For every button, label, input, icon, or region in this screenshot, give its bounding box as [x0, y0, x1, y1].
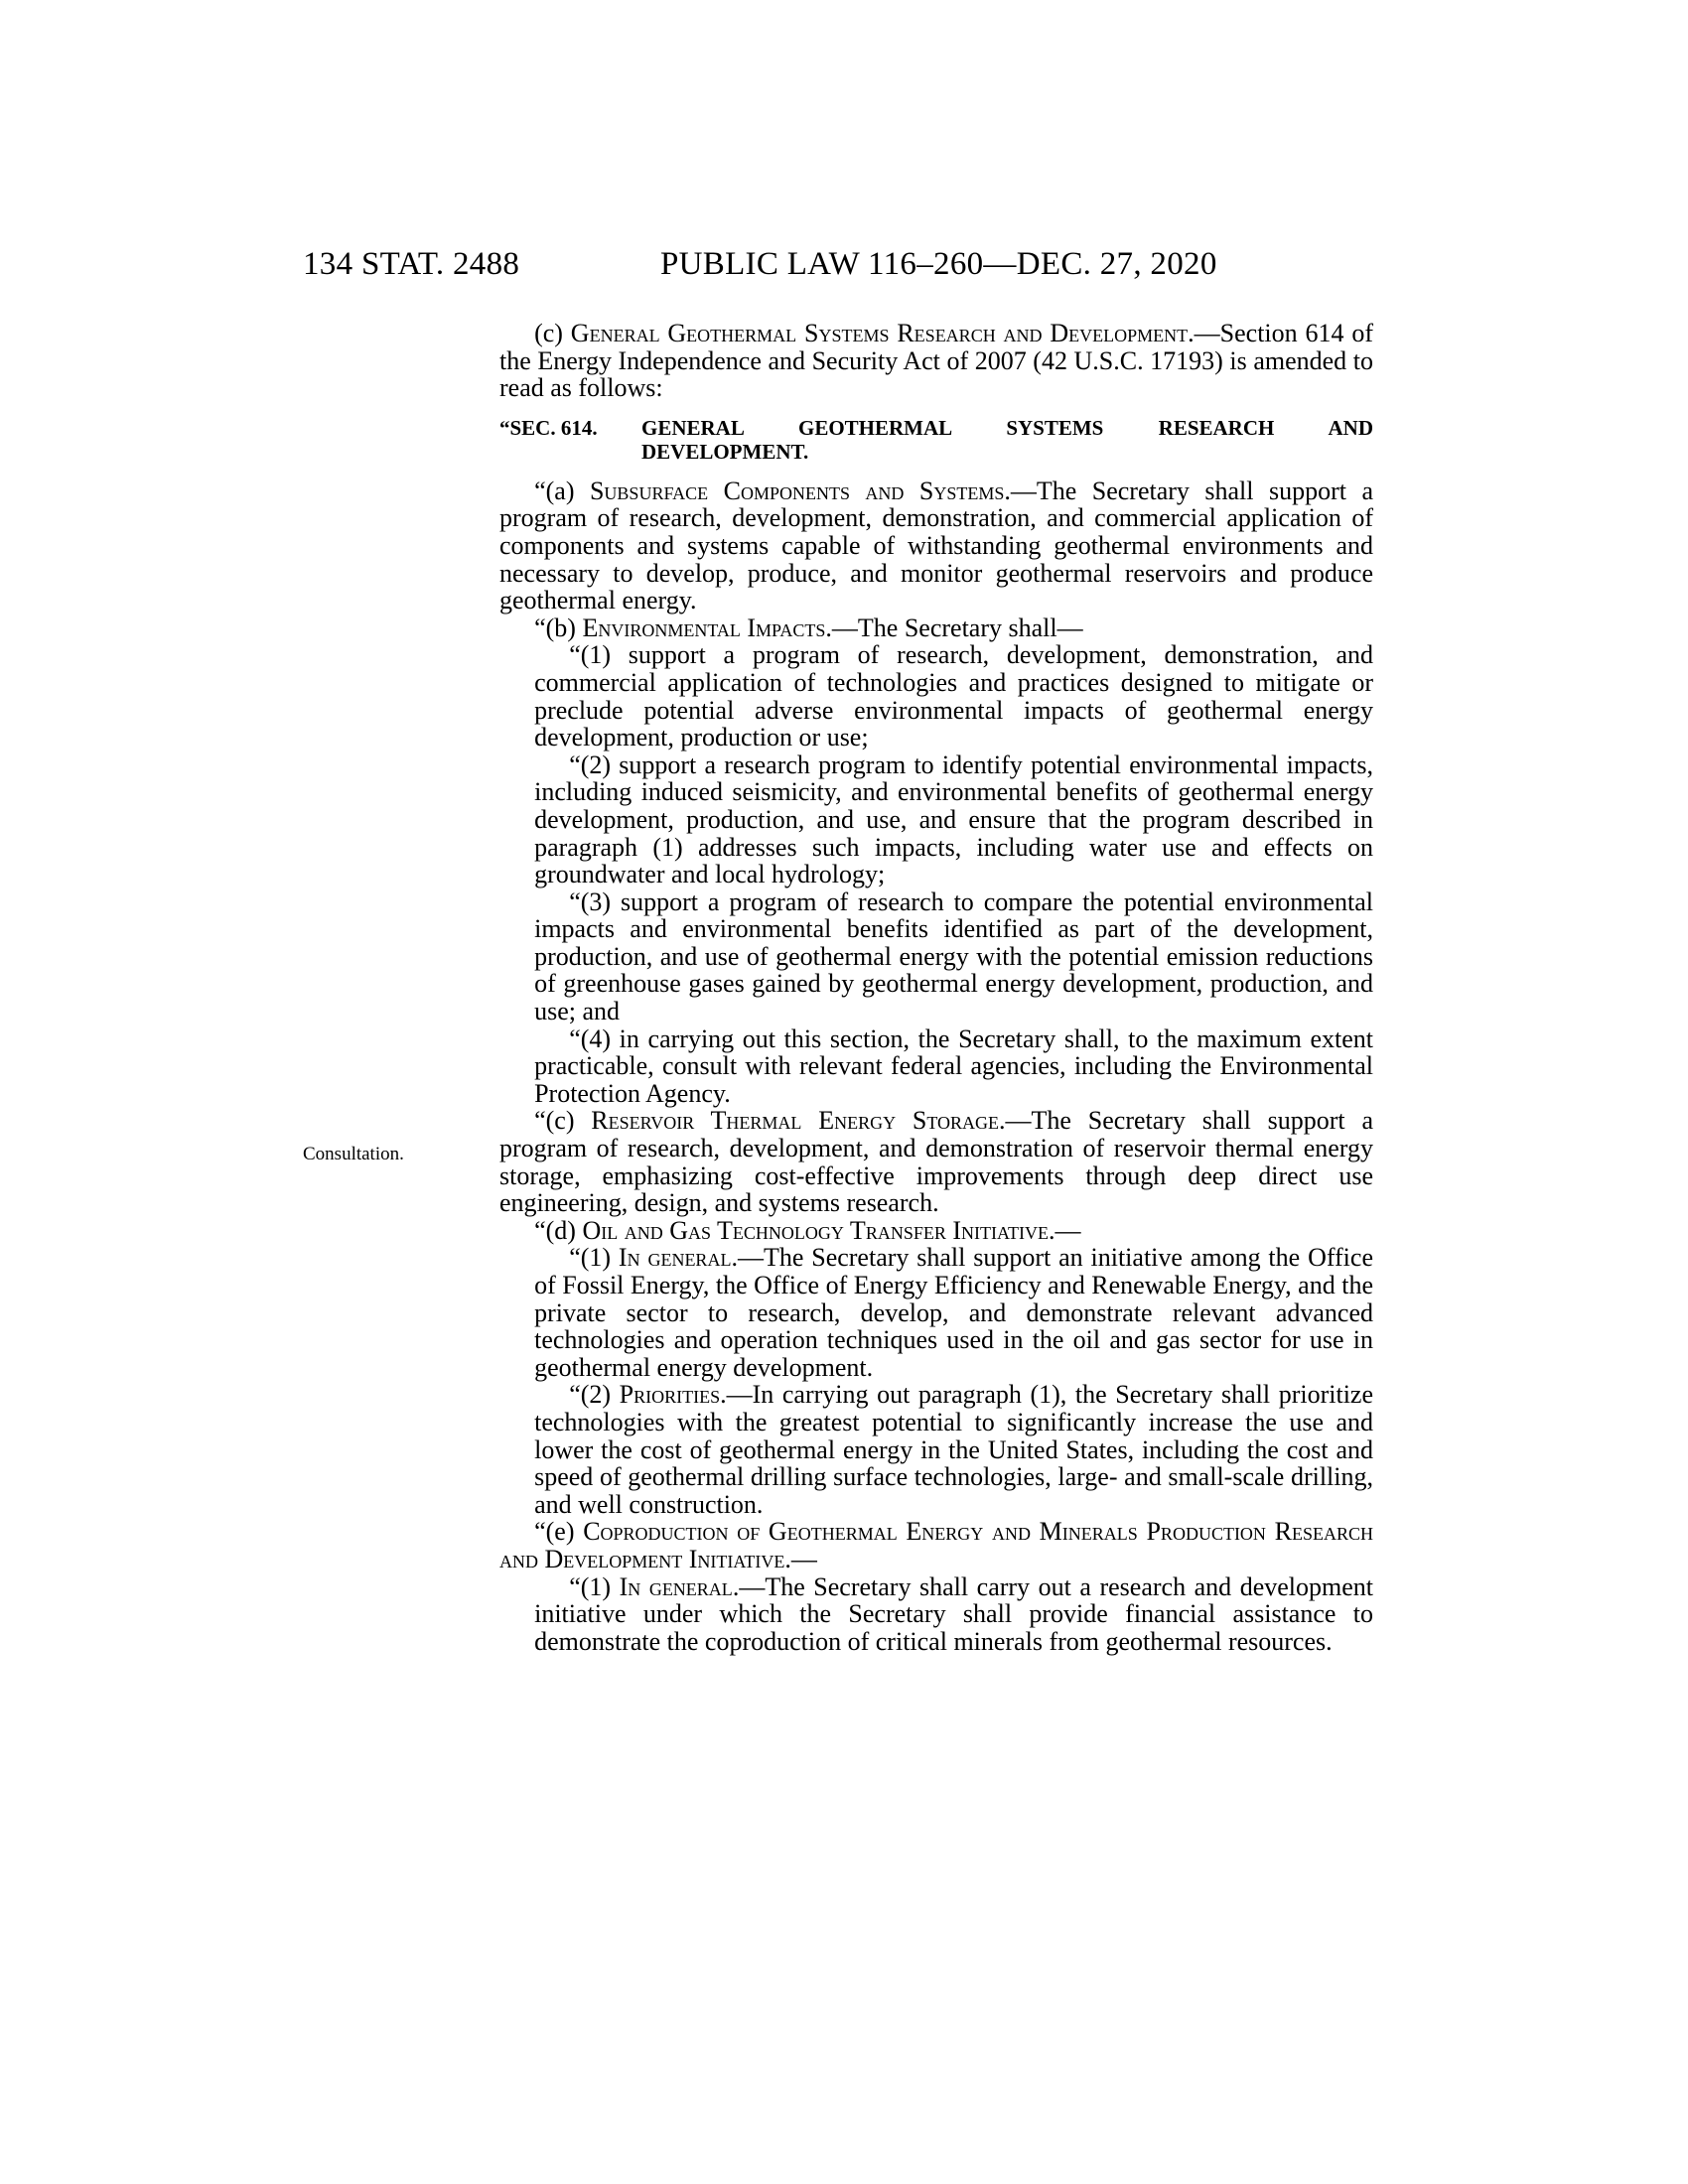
subsection-b-paragraph-1: “(1) support a program of research, development, demonstration, and commercial application of technologies and practices designed to mitigate or preclude potential adverse environmental impacts of geothermal energy development, production or use; — [534, 640, 1373, 752]
public-law-title: PUBLIC LAW 116–260—DEC. 27, 2020 — [660, 246, 1217, 282]
section-title-line1: GENERAL GEOTHERMAL SYSTEMS RESEARCH AND — [641, 415, 1373, 440]
intro-heading: General Geothermal Systems Research and Development — [570, 319, 1189, 347]
subsection-d: “(d) Oil and Gas Technology Transfer Initiative.— — [534, 1215, 1081, 1245]
section-title-line2: DEVELOPMENT. — [641, 439, 809, 464]
subsection-b-heading: Environmental Impacts — [582, 613, 826, 642]
subsection-e: “(e) Coproduction of Geothermal Energy and Minerals Production Research and Development Initiative.— — [499, 1517, 1373, 1573]
section-heading — [499, 416, 1373, 464]
subsection-d-heading: Oil and Gas Technology Transfer Initiative — [582, 1215, 1049, 1245]
body-text — [499, 320, 1373, 1655]
margin-note-consultation: Consultation. — [303, 1144, 404, 1164]
subsection-a-heading: Subsurface Components and Systems — [589, 476, 1005, 505]
subsection-e-heading: Coproduction of Geothermal Energy and Minerals Production Research and Development Initiative — [499, 1517, 1373, 1573]
subsection-d-paragraph-2: “(2) Priorities.—In carrying out paragraph (1), the Secretary shall prioritize technologies with the greatest potential to significantly increase the use and lower the cost of geothermal energy in the United States, including the cost and speed of geothermal drilling surface technologies, large- and small-scale drilling, and well construction. — [534, 1380, 1374, 1519]
subsection-c-heading: Reservoir Thermal Energy Storage — [591, 1106, 1000, 1136]
stat-page-number: 134 STAT. 2488 — [303, 246, 520, 282]
subsection-b-paragraph-3: “(3) support a program of research to compare the potential environmental impacts and environmental benefits identified as part of the development, production, and use of geothermal energy with the potential emission reductions of greenhouse gases gained by geothermal energy development, production, and use; and — [534, 887, 1373, 1026]
subsection-d-paragraph-1: “(1) In general.—The Secretary shall support an initiative among the Office of Fossil Energy, the Office of Energy Efficiency and Renewable Energy, and the private sector to research, develop, and demonstrate relevant advanced technologies and operation techniques used in the oil and gas sector for use in geothermal energy development. — [534, 1243, 1373, 1382]
subsection-e-paragraph-1: “(1) In general.—The Secretary shall carry out a research and development initiative under which the Secretary shall provide financial assistance to demonstrate the coproduction of critical minerals from geothermal resources. — [534, 1571, 1373, 1656]
section-number: “SEC. 614. — [499, 415, 598, 440]
intro-paragraph: (c) General Geothermal Systems Research and Development.—Section 614 of the Energy Independence and Security Act of 2007 (42 U.S.C. 17193) is amended to read as follows: — [499, 319, 1373, 403]
subsection-a: “(a) Subsurface Components and Systems.—The Secretary shall support a program of research, development, demonstration, and commercial application of components and systems capable of withstanding geothermal environments and necessary to develop, produce, and monitor geothermal reservoirs and produce geothermal energy. — [499, 476, 1373, 615]
subsection-c: “(c) Reservoir Thermal Energy Storage.—The Secretary shall support a program of research, development, and demonstration of reservoir thermal energy storage, emphasizing cost-effective improvements through deep direct use engineering, design, and systems research. — [499, 1106, 1373, 1218]
subsection-b: “(b) Environmental Impacts.—The Secretary shall— — [534, 613, 1083, 642]
subsection-b-paragraph-2: “(2) support a research program to identify potential environmental impacts, including induced seismicity, and environmental benefits of geothermal energy development, production, and use, and ensure that the program described in paragraph (1) addresses such impacts, including water use and effects on groundwater and local hydrology; — [534, 750, 1373, 889]
subsection-b-paragraph-4: “(4) in carrying out this section, the Secretary shall, to the maximum extent practicable, consult with relevant federal agencies, including the Environmental Protection Agency. — [534, 1024, 1373, 1108]
